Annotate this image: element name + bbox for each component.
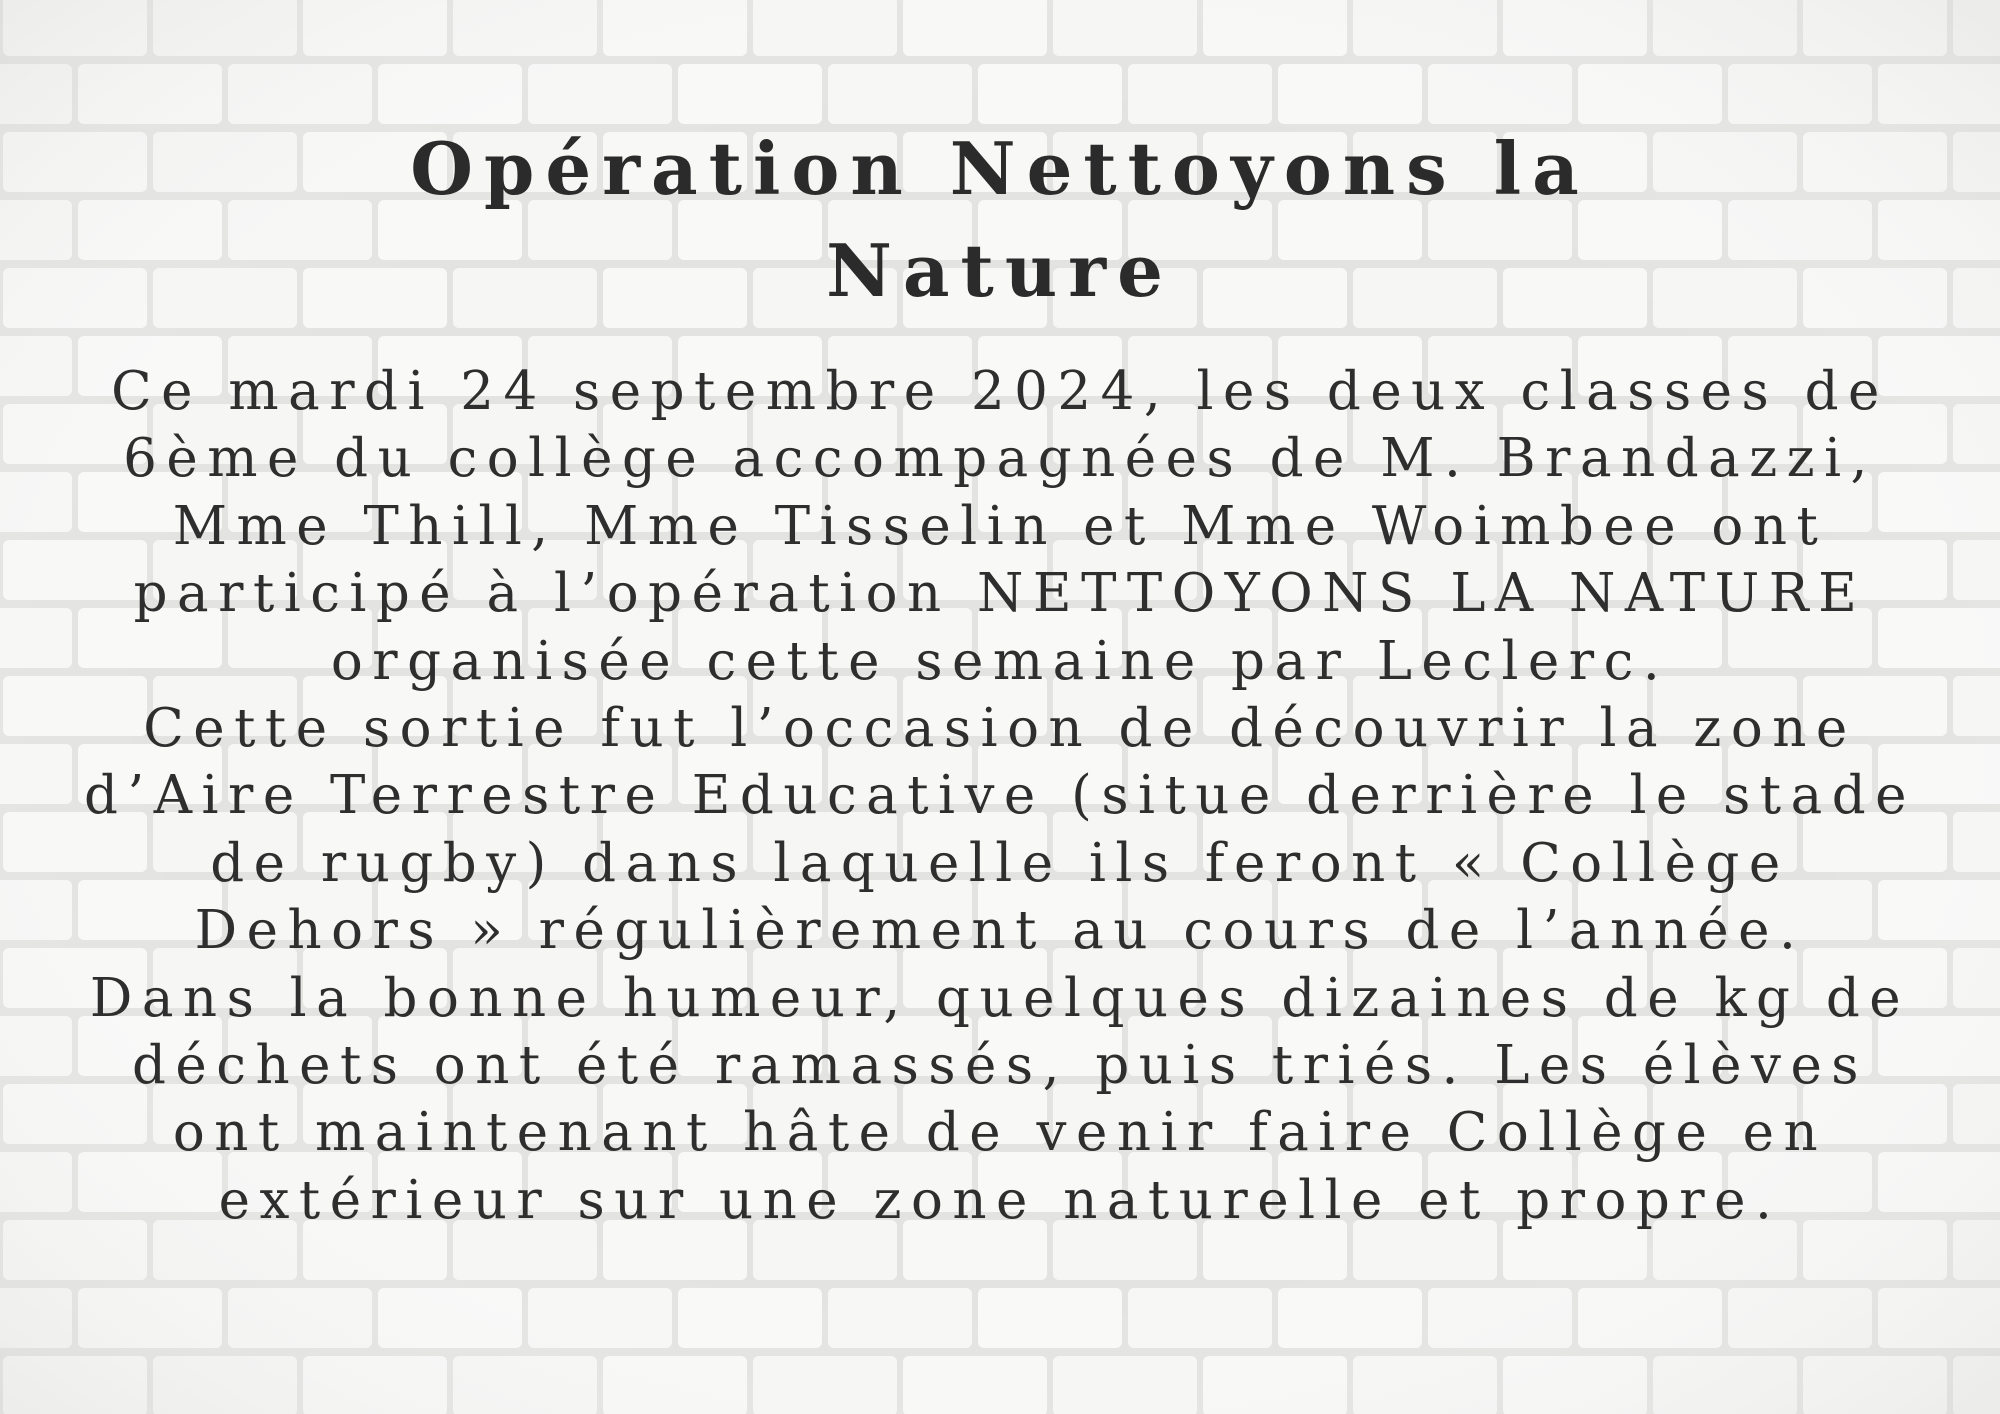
body-line: d’Aire Terrestre Educative (situe derrière le stade (83, 765, 1916, 827)
body-line: Cette sortie fut l’occasion de découvrir la zone (143, 698, 1857, 760)
body-line: organisée cette semaine par Leclerc. (330, 630, 1670, 692)
body-line: de rugby) dans laquelle ils feront « Collège (210, 832, 1790, 894)
page-title (200, 118, 1800, 322)
body-line: ont maintenant hâte de venir faire Collège en (172, 1102, 1828, 1164)
body-line: déchets ont été ramassés, puis triés. Les élèves (131, 1035, 1869, 1097)
body-line: 6ème du collège accompagnées de M. Brandazzi, (123, 428, 1877, 490)
title-line: Opération Nettoyons la (410, 126, 1590, 211)
title-line: Nature (826, 228, 1174, 313)
body-line: Ce mardi 24 septembre 2024, les deux classes de (111, 361, 1889, 422)
body-line: extérieur sur une zone naturelle et propre. (218, 1169, 1782, 1231)
body-line: Mme Thill, Mme Tisselin et Mme Woimbee ont (172, 495, 1828, 557)
body-line: Dans la bonne humeur, quelques dizaines de kg de (89, 967, 1911, 1029)
body-line: participé à l’opération NETTOYONS LA NATURE (133, 563, 1867, 625)
body-line: Dehors » régulièrement au cours de l’année. (194, 900, 1806, 962)
article-body (30, 358, 1970, 1234)
